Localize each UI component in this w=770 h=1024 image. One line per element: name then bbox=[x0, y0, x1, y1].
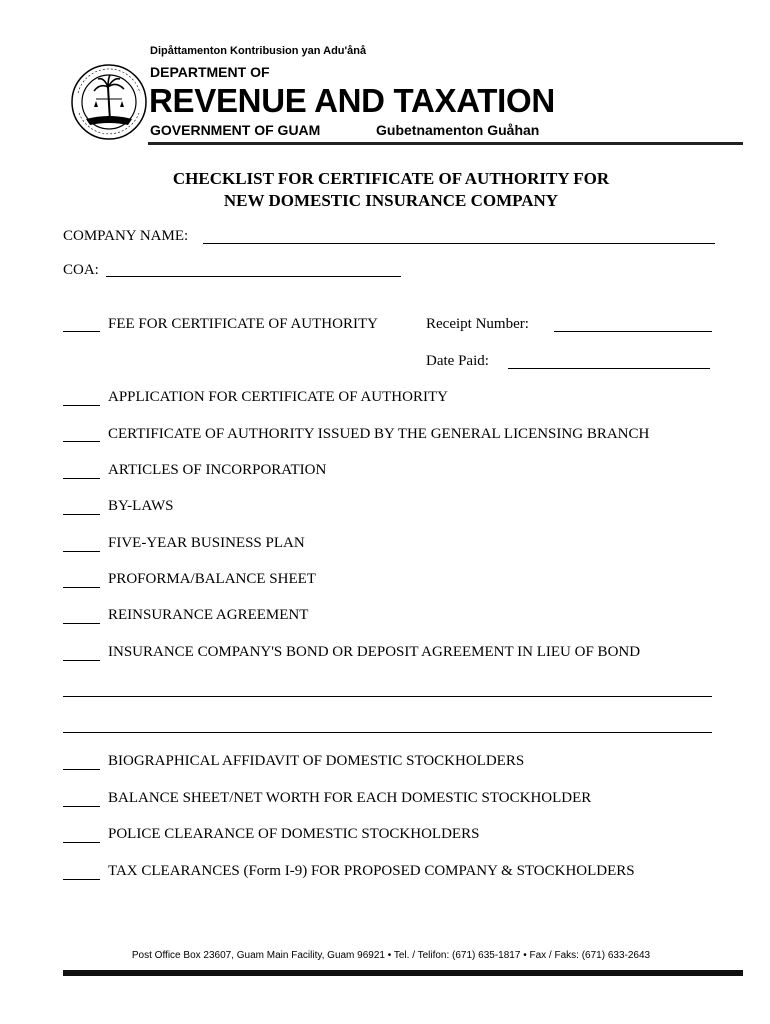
checkbox-line[interactable] bbox=[63, 879, 100, 880]
checkbox-line[interactable] bbox=[63, 405, 100, 406]
checklist-item: APPLICATION FOR CERTIFICATE OF AUTHORITY bbox=[108, 389, 448, 405]
document-title bbox=[0, 168, 770, 212]
checklist-item: BALANCE SHEET/NET WORTH FOR EACH DOMESTIC STOCKHOLDER bbox=[108, 790, 592, 806]
checklist-item: REINSURANCE AGREEMENT bbox=[108, 607, 309, 623]
receipt-number-label: Receipt Number: bbox=[426, 316, 529, 332]
checklist-item: ARTICLES OF INCORPORATION bbox=[108, 462, 327, 478]
checklist-item: PROFORMA/BALANCE SHEET bbox=[108, 571, 316, 587]
checkbox-line[interactable] bbox=[63, 587, 100, 588]
write-in-line[interactable] bbox=[63, 696, 712, 697]
checklist-item: INSURANCE COMPANY'S BOND OR DEPOSIT AGREEMENT IN LIEU OF BOND bbox=[108, 644, 641, 660]
checklist-item: POLICE CLEARANCE OF DOMESTIC STOCKHOLDERS bbox=[108, 826, 480, 842]
checkbox-line[interactable] bbox=[63, 514, 100, 515]
checkbox-line[interactable] bbox=[63, 551, 100, 552]
government-name: GOVERNMENT OF GUAM bbox=[150, 122, 321, 138]
dept-of-label: DEPARTMENT OF bbox=[150, 64, 270, 80]
dept-title: REVENUE AND TAXATION bbox=[149, 82, 555, 119]
header-divider bbox=[148, 142, 743, 145]
checkbox-line[interactable] bbox=[63, 769, 100, 770]
coa-label: COA: bbox=[63, 262, 99, 278]
government-native-name: Gubetnamenton Guåhan bbox=[376, 122, 540, 138]
checkbox-line[interactable] bbox=[63, 441, 100, 442]
write-in-line[interactable] bbox=[63, 732, 712, 733]
checklist-item: FIVE-YEAR BUSINESS PLAN bbox=[108, 535, 305, 551]
dept-native-name: Dipåttamenton Kontribusion yan Adu'ånå bbox=[150, 45, 367, 57]
checklist-item: BIOGRAPHICAL AFFIDAVIT OF DOMESTIC STOCKHOLDERS bbox=[108, 753, 525, 769]
footer-contact: Post Office Box 23607, Guam Main Facility, Guam 96921 • Tel. / Telifon: (671) 635-1817 • Fax / Faks: (671) 633-2643 bbox=[131, 950, 651, 961]
title-line-1: CHECKLIST FOR CERTIFICATE OF AUTHORITY FOR bbox=[172, 169, 610, 188]
title-line-2: NEW DOMESTIC INSURANCE COMPANY bbox=[223, 191, 559, 210]
checkbox-line-fee[interactable] bbox=[63, 331, 100, 332]
company-name-label: COMPANY NAME: bbox=[63, 228, 189, 244]
checklist-item: CERTIFICATE OF AUTHORITY ISSUED BY THE GENERAL LICENSING BRANCH bbox=[108, 426, 650, 442]
checklist-item: BY-LAWS bbox=[108, 498, 174, 514]
checkbox-line[interactable] bbox=[63, 806, 100, 807]
checkbox-line[interactable] bbox=[63, 660, 100, 661]
checkbox-line[interactable] bbox=[63, 623, 100, 624]
company-name-field[interactable] bbox=[203, 243, 715, 244]
checkbox-line[interactable] bbox=[63, 478, 100, 479]
checklist-item: TAX CLEARANCES (Form I-9) FOR PROPOSED COMPANY & STOCKHOLDERS bbox=[108, 863, 635, 879]
receipt-number-field[interactable] bbox=[554, 331, 712, 332]
date-paid-label: Date Paid: bbox=[426, 353, 489, 369]
guam-seal-icon bbox=[70, 63, 148, 141]
coa-field[interactable] bbox=[106, 276, 401, 277]
checkbox-line[interactable] bbox=[63, 842, 100, 843]
date-paid-field[interactable] bbox=[508, 368, 710, 369]
checklist-item-fee: FEE FOR CERTIFICATE OF AUTHORITY bbox=[108, 316, 378, 332]
footer-divider bbox=[63, 970, 743, 976]
